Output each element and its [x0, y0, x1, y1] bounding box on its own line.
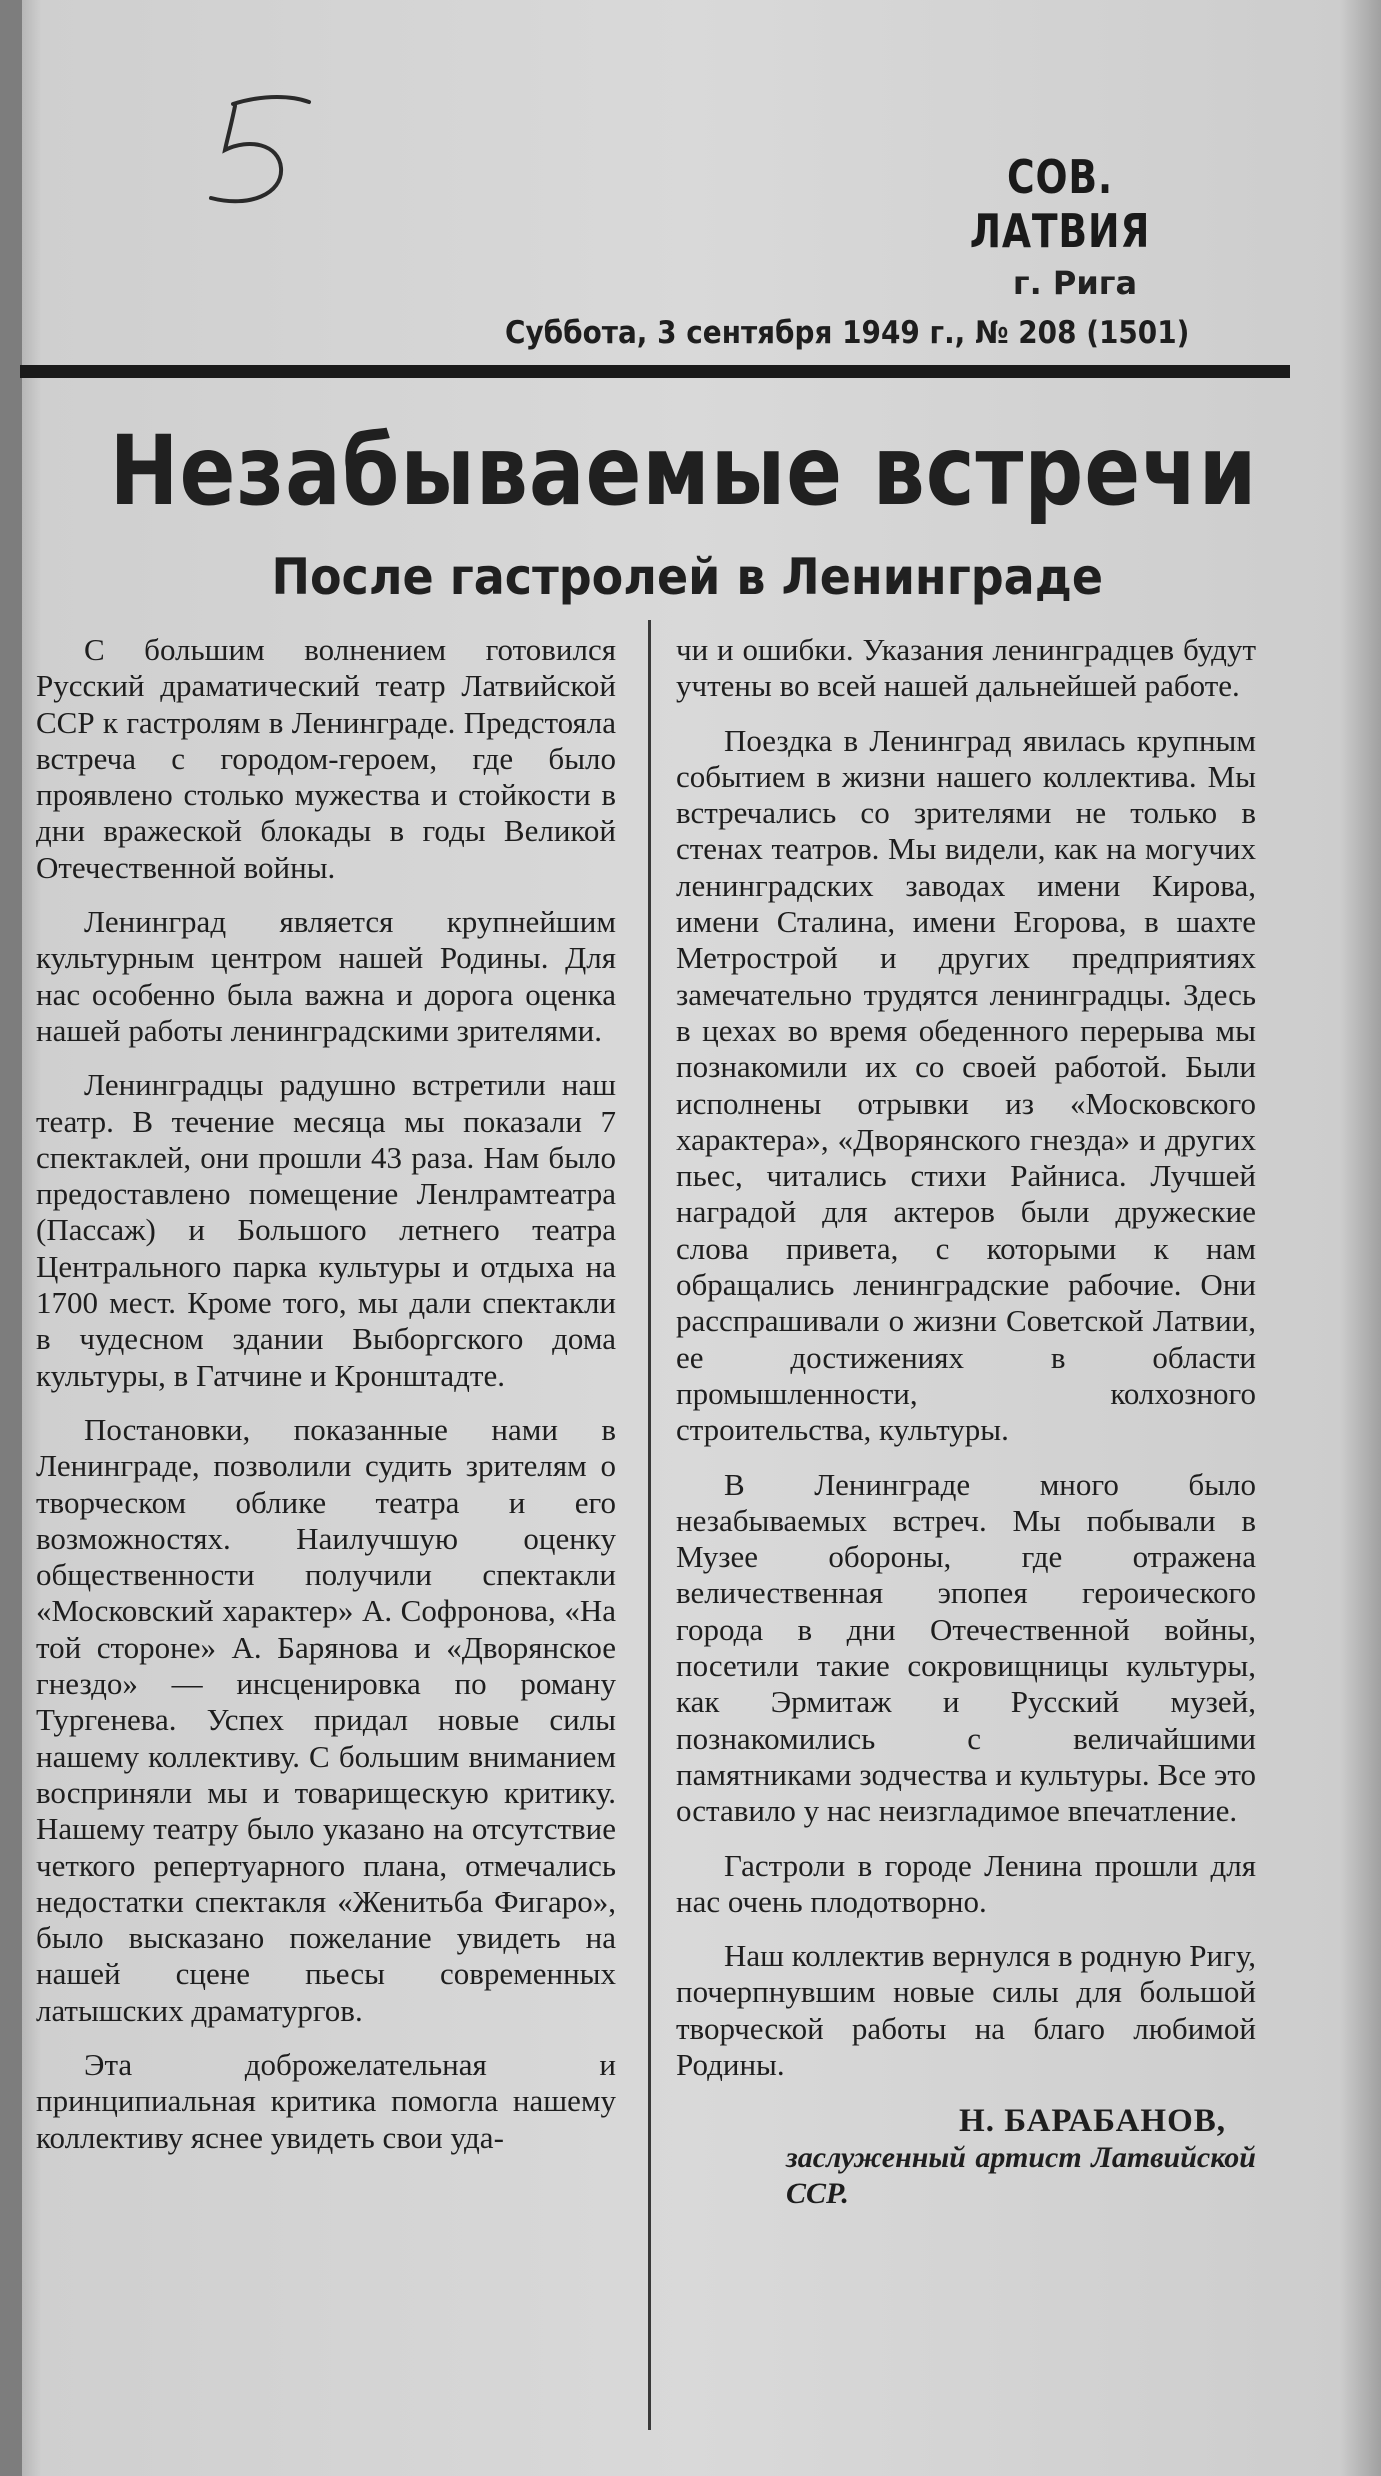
paragraph: Постановки, показанные нами в Ленинграде, позволили судить зрителям о творческом облике театра и его возможностях. Наилучшую оценку общественности получили спектакли «Московский характер» А. Софронова, «На той стороне» А. Барянова и «Дворянское гнездо» — инсценировка по роману Тургенева. Успех придал новые силы нашему коллективу. С большим вниманием восприняли мы и товарищескую критику. Нашему театру было указано на отсутствие четкого репертуарного плана, отмечались недостатки спектакля «Женитьба Фигаро», было высказано пожелание увидеть на нашей сцене пьесы современных латышских драматургов. — [36, 1411, 616, 2028]
paragraph: Ленинград является крупнейшим культурным центром нашей Родины. Для нас особенно была важна и дорога оценка нашей работы ленинградскими зрителями. — [36, 904, 616, 1048]
article-column-left — [36, 632, 616, 2174]
column-divider — [648, 620, 651, 2430]
article-headline: Незабываемые встречи — [109, 415, 1258, 527]
paragraph: Гастроли в городе Ленина прошли для нас очень плодотворно. — [676, 1847, 1256, 1919]
paragraph: Поездка в Ленинград явилась крупным событием в жизни нашего коллектива. Мы встречались со зрителями не только в стенах театров. Мы видели, как на могучих ленинградских заводах имени Кирова, имени Сталина, имени Егорова, в шахте Метрострой и других предприятиях замечательно трудятся ленинградцы. Здесь в цехах во время обеденного перерыва мы познакомили их со своей работой. Были исполнены отрывки из «Московского характера», «Дворянского гнезда» и других пьес, читались стихи Райниса. Лучшей наградой для актеров были дружеские слова привета, с которыми к нам обращались ленинградские рабочие. Они расспрашивали о жизни Советской Латвии, ее достижениях в области промышленности, колхозного строительства, культуры. — [676, 722, 1256, 1448]
paragraph-continuation: чи и ошибки. Указания ленинградцев будут учтены во всей нашей дальнейшей работе. — [676, 632, 1256, 704]
paragraph: В Ленинграде много было незабываемых встреч. Мы побывали в Музее обороны, где отражена величественная эпопея героического города в дни Отечественной войны, посетили такие сокровищницы культуры, как Эрмитаж и Русский музей, познакомились с величайшими памятниками зодчества и культуры. Все это оставило у нас неизгладимое впечатление. — [676, 1466, 1256, 1829]
masthead-title: СОВ. ЛАТВИЯ — [969, 150, 1151, 258]
handwritten-page-number — [205, 92, 315, 212]
header-rule — [20, 365, 1290, 378]
article-subheadline: После гастролей в Ленинграде — [271, 548, 1104, 606]
paragraph: Наш коллектив вернулся в родную Ригу, почерпнувшим новые силы для большой творческой работы на благо любимой Родины. — [676, 1938, 1256, 2082]
masthead — [880, 150, 1240, 302]
paragraph: С большим волнением готовился Русский драматический театр Латвийской ССР к гастролям в Ленинграде. Предстояла встреча с городом-героем, где было проявлено столько мужества и стойкости в дни вражеской блокады в годы Великой Отечественной войны. — [36, 632, 616, 885]
masthead-city: г. Рига — [1012, 264, 1138, 302]
article-column-right — [676, 632, 1256, 2212]
author-signature: Н. БАРАБАНОВ, — [959, 2103, 1226, 2140]
author-title: заслуженный артист Латвийской ССР. — [786, 2140, 1256, 2210]
issue-dateline: Суббота, 3 сентября 1949 г., № 208 (1501) — [505, 315, 1190, 351]
scan-edge — [0, 0, 22, 2476]
paragraph: Эта доброжелательная и принципиальная критика помогла нашему коллективу яснее увидеть свои уда- — [36, 2046, 616, 2155]
paragraph: Ленинградцы радушно встретили наш театр. В течение месяца мы показали 7 спектаклей, они прошли 43 раза. Нам было предоставлено помещение Ленлрамтеатра (Пассаж) и Большого летнего театра Центрального парка культуры и отдыха на 1700 мест. Кроме того, мы дали спектакли в чудесном здании Выборгского дома культуры, в Гатчине и Кронштадте. — [36, 1067, 616, 1393]
